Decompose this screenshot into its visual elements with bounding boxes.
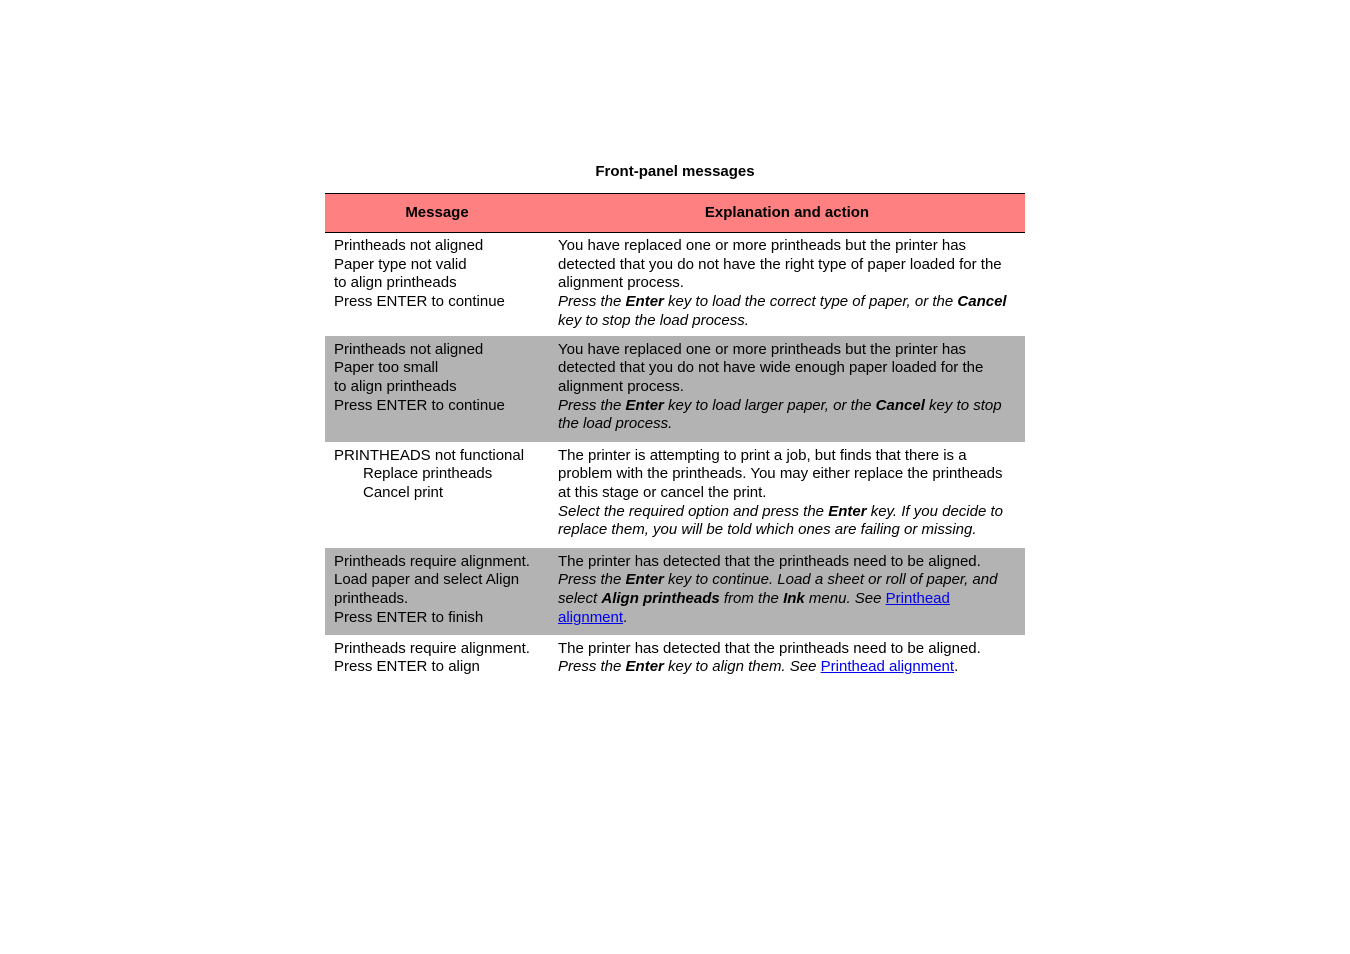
action-text-part: key to stop the load process. (558, 311, 749, 329)
explanation-text: The printer has detected that the printheads need to be aligned. (558, 639, 981, 657)
explanation-text: The printer has detected that the printheads need to be aligned. (558, 552, 981, 570)
message-line: PRINTHEADS not functional (334, 446, 525, 464)
menu-name: Ink (783, 589, 805, 607)
message-line: to align printheads (334, 377, 457, 395)
message-cell (325, 442, 549, 548)
key-name: Enter (625, 658, 664, 676)
table-row (325, 233, 1025, 336)
message-line: Press ENTER to finish (334, 608, 484, 626)
table-row (325, 336, 1025, 442)
action-text-part: key to continue. Load a sheet or roll of paper, and select (558, 571, 998, 607)
front-panel-messages-table (325, 193, 1025, 682)
action-text-part: from the (719, 589, 784, 607)
explanation-cell (549, 336, 1025, 442)
action-text-part: key. If you decide to replace them, you will be told which ones are failing or missing. (558, 502, 1003, 539)
action-text (558, 397, 1013, 434)
message-cell (325, 233, 549, 336)
action-text-part: key to load the correct type of paper, or the (663, 293, 958, 311)
message-cell (325, 548, 549, 635)
printhead-alignment-link[interactable]: Printhead alignment (558, 589, 950, 626)
table-title: Front-panel messages (595, 163, 755, 180)
message-line: Press ENTER to continue (334, 396, 505, 414)
action-text-part: key to stop the load process. (558, 396, 1002, 433)
key-name: Cancel (875, 396, 925, 414)
action-text-part: Press the (558, 396, 626, 414)
explanation-cell (549, 635, 1025, 682)
table-row (325, 635, 1025, 682)
explanation-cell (549, 548, 1025, 635)
message-line: Printheads not aligned (334, 340, 484, 358)
action-text-part: Select the required option and press the (558, 502, 829, 520)
message-line: Load paper and select Align (334, 571, 520, 589)
message-line: printheads. (334, 589, 409, 607)
action-text-part: key to load larger paper, or the (663, 396, 876, 414)
message-line: Press ENTER to align (334, 658, 480, 676)
key-name: Enter (625, 396, 664, 414)
action-text-part: Press the (558, 293, 626, 311)
message-line: Press ENTER to continue (334, 293, 505, 311)
key-name: Cancel (957, 293, 1007, 311)
printhead-alignment-link[interactable]: Printhead alignment (820, 658, 955, 676)
menu-item-name: Align printheads (601, 589, 720, 607)
key-name: Enter (625, 571, 664, 589)
message-line: Printheads not aligned (334, 237, 484, 254)
message-option: Replace printheads (363, 465, 493, 483)
explanation-text: You have replaced one or more printheads but the printer has detected that you do not have wide enough paper loaded for the alignment process. (558, 340, 984, 395)
explanation-text: You have replaced one or more printheads but the printer has detected that you do not have the right type of paper loaded for the alignment process. (558, 237, 1002, 292)
document-page (325, 162, 1025, 682)
action-text-part: menu. See (804, 589, 886, 607)
action-text-part: Press the (558, 658, 626, 676)
action-text (558, 571, 1013, 627)
message-cell (325, 635, 549, 682)
message-line: to align printheads (334, 274, 457, 292)
header-explanation: Explanation and action (549, 194, 1025, 233)
message-line: Paper too small (334, 359, 439, 377)
key-name: Enter (828, 502, 867, 520)
explanation-cell (549, 233, 1025, 336)
message-line: Printheads require alignment. (334, 552, 530, 570)
table-header-row (325, 194, 1025, 233)
table-row (325, 548, 1025, 635)
action-text-part: . (623, 608, 628, 626)
action-text (558, 293, 1013, 330)
action-text-part: key to align them. See (663, 658, 821, 676)
explanation-text: The printer is attempting to print a job, but finds that there is a problem with the printheads. You may either replace the printheads at this stage or cancel the print. (558, 446, 1003, 501)
key-name: Enter (625, 293, 664, 311)
table-row (325, 442, 1025, 548)
message-line: Printheads require alignment. (334, 639, 530, 657)
header-message: Message (325, 194, 549, 233)
action-text (558, 658, 1013, 677)
message-cell (325, 336, 549, 442)
message-line: Paper type not valid (334, 255, 467, 273)
action-text (558, 503, 1013, 540)
message-option: Cancel print (363, 483, 444, 501)
action-text-part: Press the (558, 571, 626, 589)
explanation-cell (549, 442, 1025, 548)
action-text-part: . (954, 658, 959, 676)
